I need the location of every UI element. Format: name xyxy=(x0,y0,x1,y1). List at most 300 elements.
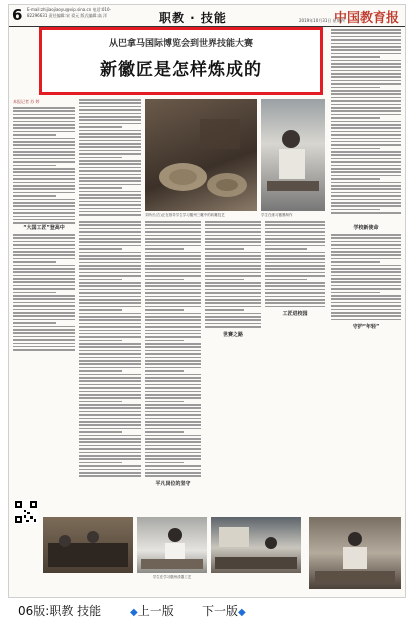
newspaper-page xyxy=(8,4,406,598)
text-line xyxy=(79,248,122,250)
text-line xyxy=(13,295,75,297)
text-line xyxy=(13,121,75,123)
next-page-link[interactable] xyxy=(202,602,246,619)
text-line xyxy=(13,285,75,287)
text-line xyxy=(13,127,75,129)
text-line xyxy=(79,265,141,267)
text-line xyxy=(79,170,141,172)
qr-icon xyxy=(14,500,38,524)
text-line xyxy=(331,265,401,267)
text-line xyxy=(79,204,141,206)
column-3 xyxy=(145,221,201,490)
text-line xyxy=(79,452,141,454)
text-line xyxy=(79,374,141,376)
text-line xyxy=(79,163,141,165)
text-line xyxy=(145,357,201,359)
text-line xyxy=(145,336,201,338)
text-line xyxy=(331,285,401,287)
text-line xyxy=(145,279,184,281)
text-line xyxy=(79,255,141,257)
text-line xyxy=(79,214,141,216)
text-line xyxy=(145,289,201,291)
text-line xyxy=(331,43,401,45)
text-line xyxy=(331,97,401,99)
text-line xyxy=(331,29,401,31)
text-line xyxy=(13,343,75,345)
text-line xyxy=(265,296,325,298)
text-line xyxy=(331,168,401,170)
text-line xyxy=(145,299,201,301)
text-line xyxy=(13,114,75,116)
text-line xyxy=(331,70,401,72)
text-line xyxy=(79,357,141,359)
text-line xyxy=(79,221,141,223)
text-line xyxy=(13,188,75,190)
text-line xyxy=(13,332,75,334)
text-line xyxy=(205,296,261,298)
text-line xyxy=(79,187,122,189)
text-line xyxy=(13,302,75,304)
text-line xyxy=(331,261,380,263)
text-line xyxy=(13,268,75,270)
text-line xyxy=(205,235,261,237)
newspaper-logo: 中国教育报 xyxy=(333,11,399,26)
text-line xyxy=(79,455,141,457)
text-line xyxy=(145,221,201,223)
text-line xyxy=(331,254,401,256)
text-line xyxy=(205,319,261,321)
text-line xyxy=(205,248,244,250)
text-line xyxy=(79,465,141,467)
text-line xyxy=(331,148,380,150)
text-line xyxy=(265,292,325,294)
text-line xyxy=(205,221,261,223)
text-line xyxy=(145,387,201,389)
photo-workshop-2 xyxy=(137,517,207,573)
classroom-illustration xyxy=(211,517,301,573)
text-line xyxy=(79,252,141,254)
text-line xyxy=(145,428,201,430)
text-line xyxy=(13,185,75,187)
worker-illustration xyxy=(261,99,325,211)
text-line xyxy=(145,370,184,372)
text-line xyxy=(79,445,141,447)
text-line xyxy=(145,231,201,233)
text-line xyxy=(79,235,141,237)
text-line xyxy=(79,387,141,389)
column-2-lower xyxy=(79,221,141,479)
text-line xyxy=(13,171,75,173)
text-line xyxy=(13,339,75,341)
text-line xyxy=(79,404,141,406)
text-line xyxy=(205,292,261,294)
text-line xyxy=(265,235,325,237)
section-head-3: 世赛之路 xyxy=(222,331,243,338)
text-line xyxy=(145,397,201,399)
text-line xyxy=(331,199,401,201)
text-line xyxy=(79,275,141,277)
text-line xyxy=(145,360,201,362)
text-line xyxy=(79,292,141,294)
byline: 本报记者 苏 婷 xyxy=(13,99,40,104)
text-line xyxy=(79,397,141,399)
text-line xyxy=(205,268,261,270)
text-line xyxy=(145,353,201,355)
text-line xyxy=(13,154,75,156)
text-line xyxy=(79,302,141,304)
text-line xyxy=(331,305,401,307)
text-line xyxy=(331,244,401,246)
text-line xyxy=(79,407,141,409)
text-line xyxy=(331,134,401,136)
text-line xyxy=(145,306,201,308)
text-line xyxy=(79,258,141,260)
text-line xyxy=(331,144,401,146)
text-line xyxy=(79,360,141,362)
next-page-label: 下一版 xyxy=(202,604,239,618)
text-line xyxy=(331,60,401,62)
text-line xyxy=(13,329,75,331)
text-line xyxy=(331,93,401,95)
text-line xyxy=(79,462,122,464)
text-line xyxy=(145,309,184,311)
text-line xyxy=(79,323,141,325)
text-line xyxy=(331,248,401,250)
text-line xyxy=(79,224,141,226)
text-line xyxy=(79,126,122,128)
text-line xyxy=(205,255,261,257)
photo-caption-2: 学生在练习徽墨制作 xyxy=(261,213,293,217)
text-line xyxy=(13,298,75,300)
text-block xyxy=(265,221,325,307)
text-line xyxy=(13,319,75,321)
text-line xyxy=(205,316,261,318)
text-line xyxy=(331,114,401,116)
text-line xyxy=(145,374,201,376)
text-line xyxy=(145,224,201,226)
text-line xyxy=(145,272,201,274)
headline-subtitle: 从巴拿马国际博览会到世界技能大赛 xyxy=(108,39,253,49)
left-arrow-icon: ◆ xyxy=(130,607,138,618)
text-line xyxy=(145,377,201,379)
text-line xyxy=(79,285,141,287)
text-line xyxy=(331,315,401,317)
text-line xyxy=(145,330,201,332)
column-1-lower xyxy=(13,221,75,353)
text-line xyxy=(13,209,75,211)
text-line xyxy=(79,208,141,210)
text-line xyxy=(265,241,325,243)
text-line xyxy=(13,346,75,348)
text-line xyxy=(331,302,401,304)
text-line xyxy=(13,234,75,236)
text-line xyxy=(145,346,201,348)
text-line xyxy=(145,472,201,474)
text-line xyxy=(265,224,325,226)
text-line xyxy=(79,414,141,416)
text-line xyxy=(145,275,201,277)
text-line xyxy=(79,262,141,264)
text-line xyxy=(145,367,201,369)
text-line xyxy=(265,279,307,281)
text-line xyxy=(13,192,75,194)
text-line xyxy=(79,469,141,471)
text-line xyxy=(265,245,325,247)
text-line xyxy=(79,333,141,335)
text-line xyxy=(265,272,325,274)
text-line xyxy=(331,182,401,184)
text-line xyxy=(79,330,141,332)
text-line xyxy=(331,212,401,214)
text-line xyxy=(79,418,141,420)
text-line xyxy=(79,377,141,379)
text-line xyxy=(265,221,325,223)
text-block xyxy=(79,99,141,216)
text-line xyxy=(145,475,201,477)
section-head-4: 工匠进校园 xyxy=(282,311,308,318)
text-line xyxy=(145,458,201,460)
text-block xyxy=(13,234,75,351)
text-line xyxy=(13,326,75,328)
text-line xyxy=(331,131,401,133)
text-line xyxy=(265,265,325,267)
text-line xyxy=(79,99,141,101)
right-arrow-icon: ◆ xyxy=(238,607,246,618)
text-line xyxy=(331,237,401,239)
text-line xyxy=(79,146,141,148)
text-line xyxy=(145,282,201,284)
text-line xyxy=(79,289,141,291)
text-line xyxy=(331,151,401,153)
text-line xyxy=(145,265,201,267)
text-line xyxy=(145,407,201,409)
text-line xyxy=(13,237,75,239)
text-line xyxy=(13,216,75,218)
text-line xyxy=(145,241,201,243)
text-line xyxy=(145,292,201,294)
text-line xyxy=(331,192,401,194)
text-line xyxy=(331,292,380,294)
text-line xyxy=(205,323,261,325)
text-line xyxy=(265,252,325,254)
text-line xyxy=(331,205,401,207)
text-line xyxy=(79,435,141,437)
text-line xyxy=(79,136,141,138)
text-line xyxy=(79,401,122,403)
text-line xyxy=(331,124,401,126)
text-line xyxy=(331,63,401,65)
text-line xyxy=(331,49,401,51)
text-line xyxy=(331,161,401,163)
column-6 xyxy=(331,221,401,333)
text-line xyxy=(79,346,141,348)
text-line xyxy=(79,231,141,233)
section-head-1: “大国工匠”登高中 xyxy=(23,225,65,231)
text-line xyxy=(145,465,201,467)
text-line xyxy=(331,46,401,48)
text-block xyxy=(331,29,401,214)
text-line xyxy=(145,235,201,237)
text-line xyxy=(145,448,201,450)
text-line xyxy=(79,191,141,193)
text-line xyxy=(79,102,141,104)
text-block xyxy=(79,221,141,477)
text-line xyxy=(331,202,401,204)
text-line xyxy=(79,299,141,301)
text-line xyxy=(13,141,75,143)
text-line xyxy=(145,248,184,250)
text-line xyxy=(145,394,201,396)
text-line xyxy=(331,309,401,311)
text-line xyxy=(79,319,141,321)
text-line xyxy=(145,343,201,345)
text-line xyxy=(79,316,141,318)
text-line xyxy=(79,106,141,108)
text-line xyxy=(265,306,325,308)
text-line xyxy=(79,201,141,203)
text-line xyxy=(331,209,380,211)
text-line xyxy=(331,39,401,41)
text-line xyxy=(331,312,401,314)
section-head-6: 守护“年轻” xyxy=(352,324,380,331)
text-line xyxy=(331,56,380,58)
text-line xyxy=(79,458,141,460)
text-line xyxy=(79,140,141,142)
text-line xyxy=(205,309,244,311)
photo-caption-1: 刘所长(右)正在指导学生学习徽州三雕中的砖雕技艺 xyxy=(145,213,225,217)
text-line xyxy=(13,199,75,201)
text-line xyxy=(145,319,201,321)
text-line xyxy=(13,261,56,263)
text-line xyxy=(145,350,201,352)
text-line xyxy=(331,100,401,102)
text-line xyxy=(13,195,56,197)
text-line xyxy=(79,153,141,155)
text-line xyxy=(145,391,201,393)
text-line xyxy=(79,441,141,443)
text-line xyxy=(205,299,261,301)
text-line xyxy=(79,150,141,152)
headline-title: 新徽匠是怎样炼成的 xyxy=(100,60,262,80)
text-line xyxy=(13,309,75,311)
text-line xyxy=(265,289,325,291)
text-line xyxy=(205,272,261,274)
text-line xyxy=(145,323,201,325)
page-number: 6 xyxy=(12,6,23,24)
text-line xyxy=(79,475,141,477)
text-line xyxy=(205,228,261,230)
text-line xyxy=(205,306,261,308)
text-line xyxy=(331,127,401,129)
text-line xyxy=(145,380,201,382)
text-line xyxy=(79,370,122,372)
text-line xyxy=(205,262,261,264)
page-header xyxy=(9,5,405,27)
text-line xyxy=(79,241,141,243)
text-line xyxy=(331,53,401,55)
text-line xyxy=(331,121,401,123)
text-line xyxy=(13,138,75,140)
text-line xyxy=(79,245,141,247)
text-block xyxy=(145,221,201,477)
text-line xyxy=(13,168,75,170)
text-line xyxy=(79,306,141,308)
text-line xyxy=(79,119,141,121)
text-line xyxy=(145,424,201,426)
text-line xyxy=(79,350,141,352)
text-line xyxy=(331,195,401,197)
text-line xyxy=(13,107,75,109)
text-line xyxy=(331,298,401,300)
text-line xyxy=(145,262,201,264)
text-line xyxy=(79,282,141,284)
text-line xyxy=(205,231,261,233)
text-line xyxy=(145,316,201,318)
text-line xyxy=(205,258,261,260)
text-line xyxy=(13,202,75,204)
text-line xyxy=(265,248,307,250)
text-line xyxy=(265,282,325,284)
text-line xyxy=(13,322,56,324)
text-line xyxy=(145,411,201,413)
text-line xyxy=(79,438,141,440)
text-line xyxy=(331,268,401,270)
text-line xyxy=(13,134,56,136)
text-line xyxy=(145,441,201,443)
text-line xyxy=(145,285,201,287)
text-line xyxy=(205,275,261,277)
text-line xyxy=(79,123,141,125)
text-line xyxy=(13,292,56,294)
text-line xyxy=(79,411,141,413)
prev-page-label: 上一版 xyxy=(137,604,174,618)
text-line xyxy=(331,117,380,119)
section-title: 职教 · 技能 xyxy=(159,11,227,25)
column-1 xyxy=(13,99,75,226)
text-line xyxy=(331,138,401,140)
text-line xyxy=(265,262,325,264)
text-line xyxy=(331,288,401,290)
text-line xyxy=(79,424,141,426)
photo-lacquer-1 xyxy=(43,517,133,573)
text-line xyxy=(13,278,75,280)
text-line xyxy=(79,394,141,396)
text-line xyxy=(145,245,201,247)
text-line xyxy=(145,228,201,230)
text-line xyxy=(265,299,325,301)
prev-page-link[interactable] xyxy=(130,602,174,619)
text-line xyxy=(205,265,261,267)
text-line xyxy=(331,165,401,167)
text-line xyxy=(331,271,401,273)
text-line xyxy=(13,241,75,243)
text-line xyxy=(145,302,201,304)
text-line xyxy=(13,248,75,250)
carving-class-illustration xyxy=(309,517,401,589)
text-line xyxy=(331,66,401,68)
text-line xyxy=(13,148,75,150)
text-line xyxy=(331,104,401,106)
text-line xyxy=(331,83,401,85)
text-line xyxy=(13,315,75,317)
header-meta: E-mail:zhijiaojiaoyu@vip.sina.cn 电话:010-82296631 责任编辑:宋 爱元 版式编辑:高 洋 xyxy=(27,7,111,18)
lacquer-illustration xyxy=(43,517,133,573)
column-4 xyxy=(205,221,261,341)
section-head-2: 平凡岗位的坚守 xyxy=(155,480,191,487)
text-line xyxy=(145,258,201,260)
column-5 xyxy=(265,221,325,320)
text-line xyxy=(145,363,201,365)
